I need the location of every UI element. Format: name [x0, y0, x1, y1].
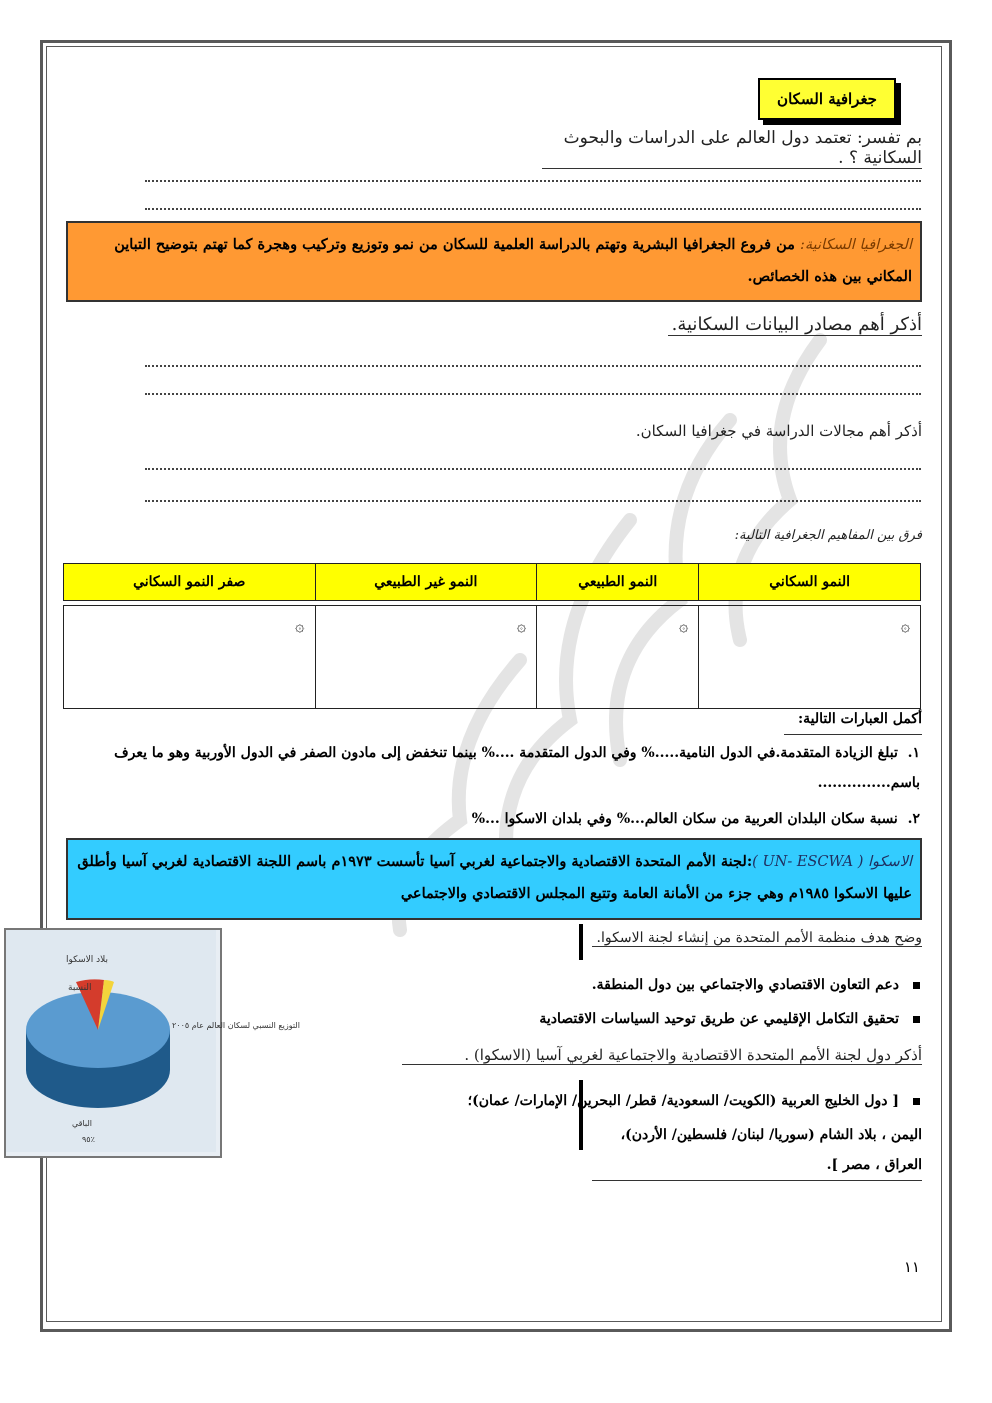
question-data-sources: أذكر أهم مصادر البيانات السكانية.	[668, 314, 922, 336]
section-title-badge: جغرافية السكان	[758, 78, 896, 120]
question-escwa-goal: وضح هدف منظمة الأمم المتحدة من إنشاء لجنة الاسكوا.	[592, 930, 922, 947]
answer-cell[interactable]	[64, 606, 316, 709]
definition-term: الاسكوا ( UN- ESCWA )	[752, 854, 912, 870]
goal-bullet-1	[420, 970, 920, 1000]
header-unnatural-growth: النمو غير الطبيعي	[315, 564, 537, 601]
definition-body: :لجنة الأمم المتحدة الاقتصادية والاجتماعية لغربي آسيا تأسست ١٩٧٣م باسم اللجنة الاقتصادية لغربي آسيا وأطلق عليها الاسكوا ١٩٨٥م وهي جزء من الأمانة العامة وتتبع المجلس الاقتصادي والاجتماعي	[77, 853, 912, 902]
answer-cell[interactable]	[699, 606, 921, 709]
header-population-growth: النمو السكاني	[699, 564, 921, 601]
answer-line[interactable]	[145, 198, 921, 210]
question-escwa-countries: أذكر دول لجنة الأمم المتحدة الاقتصادية والاجتماعية لغربي آسيا (الاسكوا) .	[402, 1046, 922, 1065]
question-study-fields: أذكر أهم مجالات الدراسة في جغرافيا السكان.	[635, 422, 922, 440]
header-zero-growth: صفر النمو السكاني	[64, 564, 316, 601]
definition-body: من فروع الجغرافيا البشرية وتهتم بالدراسة العلمية للسكان من نمو وتوزيع وتركيب وهجرة كما تهتم بتوضيح التباين المكاني بين هذه الخصائص.	[114, 236, 912, 285]
star-marker-icon: ۞	[516, 616, 527, 635]
complete-item-1	[75, 738, 920, 798]
complete-item-2	[75, 804, 920, 834]
star-marker-icon: ۞	[678, 616, 689, 635]
square-bullet-icon	[913, 1098, 920, 1105]
chart-legend-percent: النسبة	[68, 983, 92, 993]
item-number: ١.	[907, 745, 920, 761]
countries-line-1	[400, 1086, 920, 1116]
divider-bar	[579, 924, 583, 960]
square-bullet-icon	[913, 982, 920, 989]
definition-population-geography	[66, 221, 922, 302]
chart-legend-escwa: بلاد الاسكوا	[66, 955, 109, 965]
goal-bullet-2	[420, 1004, 920, 1034]
answer-line[interactable]	[145, 383, 921, 395]
bullet-text: تحقيق التكامل الإقليمي عن طريق توحيد السياسات الاقتصادية	[539, 1011, 899, 1027]
star-marker-icon: ۞	[295, 616, 305, 635]
pie-chart-icon	[6, 930, 300, 1152]
concepts-table	[63, 563, 921, 709]
definition-escwa	[66, 838, 922, 920]
definition-term: الجغرافيا السكانية:	[799, 237, 912, 253]
answer-line[interactable]	[145, 490, 921, 502]
answer-cell[interactable]	[315, 606, 537, 709]
answer-cell[interactable]	[537, 606, 699, 709]
item-text: تبلغ الزيادة المتقدمة.في الدول النامية.....% وفي الدول المتقدمة ....% بينما تنخفض إلى مادون الصفر في الدول الأوربية وهو ما يعرف باسم...............	[114, 745, 920, 791]
answer-line[interactable]	[145, 458, 921, 470]
item-text: نسبة سكان البلدان العربية من سكان العالم...% وفي بلدان الاسكوا ...%	[471, 811, 898, 827]
square-bullet-icon	[913, 1016, 920, 1023]
countries-line-2: اليمن ، بلاد الشام (سوريا/ لبنان/ فلسطين/ الأردن)، العراق ، مصر ].	[592, 1120, 922, 1181]
page-number: ١١	[903, 1258, 920, 1276]
chart-value-rest: ٩٥٪	[82, 1135, 95, 1144]
bullet-text: دعم التعاون الاقتصادي والاجتماعي بين دول المنطقة.	[591, 977, 899, 993]
answer-line[interactable]	[145, 355, 921, 367]
question-differentiate: فرق بين المفاهيم الجغرافية التالية:	[734, 528, 922, 543]
chart-label-rest: الباقي	[72, 1119, 93, 1128]
question-interpret: بم تفسر: تعتمد دول العالم على الدراسات والبحوث السكانية ؟ .	[542, 128, 922, 169]
population-distribution-chart-image	[4, 928, 300, 1158]
answer-line[interactable]	[145, 170, 921, 182]
countries-text: [ دول الخليج العربية (الكويت/ السعودية/ قطر/ البحرين/ الإمارات/ عمان)؛	[467, 1093, 899, 1109]
star-marker-icon: ۞	[900, 616, 910, 635]
complete-heading: أكمل العبارات التالية:	[784, 704, 922, 735]
chart-caption: التوزيع النسبي لسكان العالم عام ٢٠٠٥	[172, 1021, 300, 1030]
header-natural-growth: النمو الطبيعي	[537, 564, 699, 601]
item-number: ٢.	[907, 811, 920, 827]
